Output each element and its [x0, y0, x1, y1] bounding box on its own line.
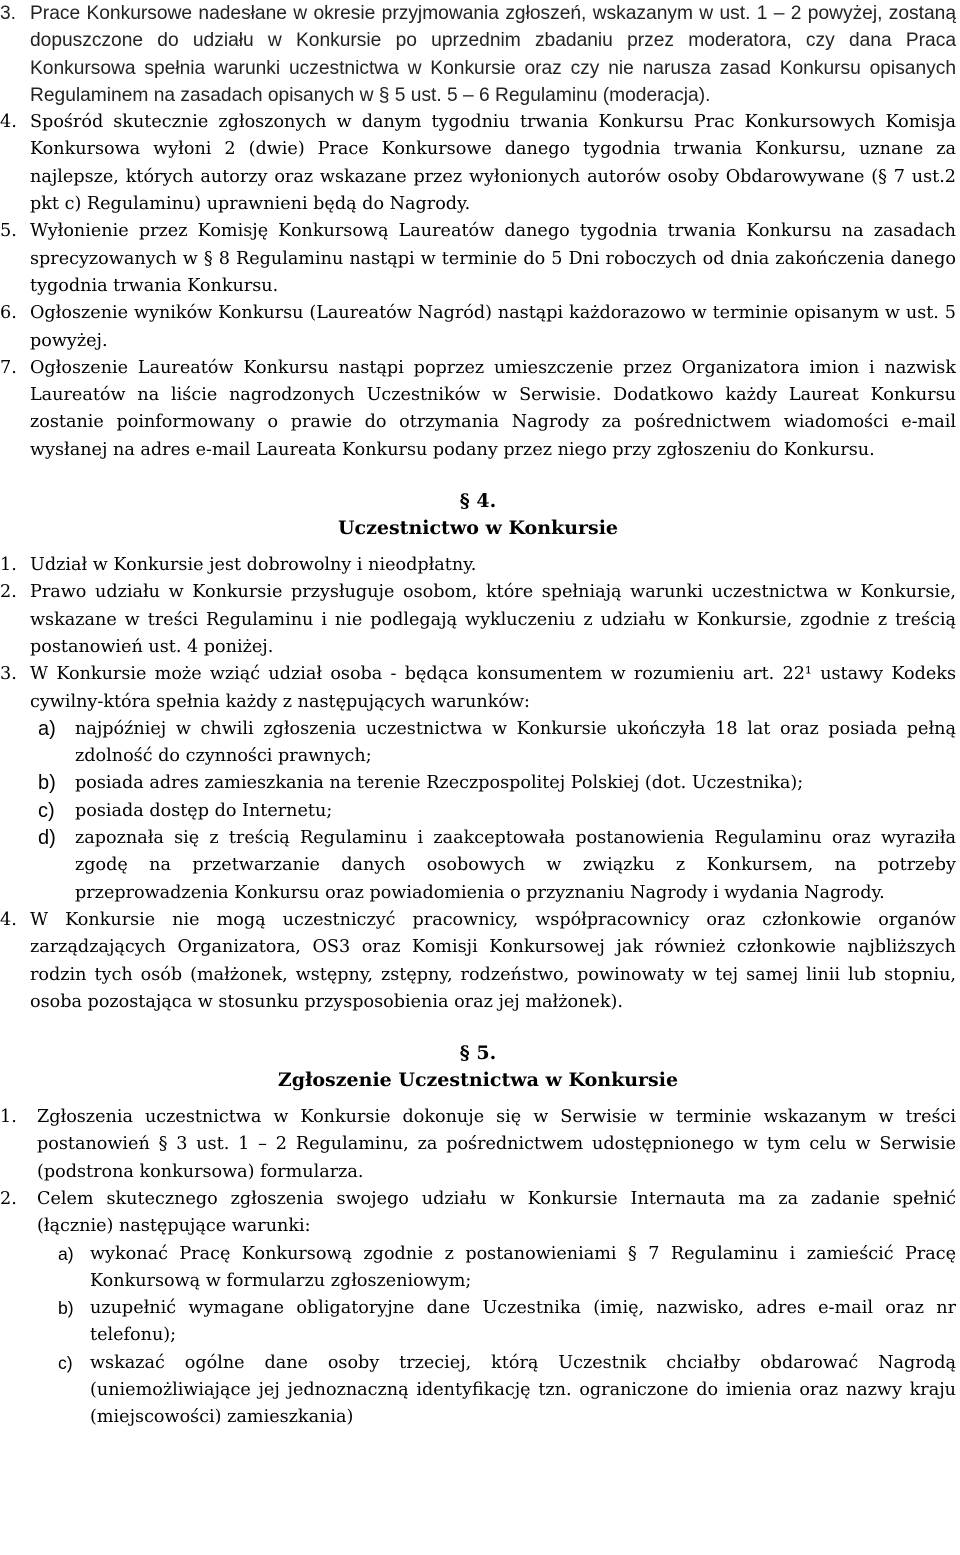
list-item — [0, 552, 956, 579]
condition-item — [0, 825, 956, 907]
list-item — [0, 218, 956, 300]
condition-letter: c) — [38, 799, 55, 822]
section-title: Zgłoszenie Uczestnictwa w Konkursie — [277, 1069, 679, 1092]
item-number: 5. — [0, 221, 17, 242]
item-number: 2. — [0, 582, 17, 603]
item-number: 6. — [0, 303, 17, 324]
item-text: Spośród skutecznie zgłoszonych w danym tygodniu trwania Konkursu Prac Konkursowych Komisja Konkursowa wyłoni 2 (dwie) Prace Konkursowe danego tygodnia trwania Konkursu, uznane za najlepsze, których autorzy oraz wskazane przez wyłonionych autorów osoby Obdarowywane (§ 7 ust.2 pkt c) Regulaminu) uprawnieni będą do Nagrody. — [30, 112, 956, 215]
item-number: 2. — [0, 1188, 17, 1209]
item-text: Ogłoszenie Laureatów Konkursu nastąpi poprzez umieszczenie przez Organizatora imion i nazwisk Laureatów na liście nagrodzonych Uczestników w Serwisie. Dodatkowo każdy Laureat Konkursu zostanie poinformowany o prawie do otrzymania Nagrody za pośrednictwem wiadomości e-mail wysłanej na adres e-mail Laureata Konkursu podany przez niego przy zgłoszeniu do Konkursu. — [30, 357, 956, 460]
condition-item — [0, 770, 956, 797]
condition-text: wykonać Pracę Konkursową zgodnie z postanowieniami § 7 Regulaminu i zamieścić Pracę Konkursową w formularzu zgłoszeniowym; — [90, 1243, 956, 1291]
item-text: Prawo udziału w Konkursie przysługuje osobom, które spełniają warunki uczestnictwa w Konkursie, wskazane w treści Regulaminu i nie podlegają wykluczeniu z udziału w Konkursie, zgodnie z treścią postanowień ust. 4 poniżej. — [30, 582, 956, 657]
section-number: § 5. — [459, 1042, 497, 1065]
item-text: W Konkursie może wziąć udział osoba - będąca konsumentem w rozumieniu art. 22¹ ustawy Kodeks cywilny-która spełnia każdy z następujących warunków: — [30, 664, 956, 712]
item-number: 4. — [0, 909, 17, 930]
section-number: § 4. — [459, 490, 497, 513]
section-3-tail — [0, 0, 956, 464]
list-item — [0, 300, 956, 355]
section-title: Uczestnictwo w Konkursie — [337, 517, 619, 540]
item-text: Wyłonienie przez Komisję Konkursową Laureatów danego tygodnia trwania Konkursu na zasadach sprecyzowanych w § 8 Regulaminu nastąpi w terminie do 5 Dni roboczych od dnia zakończenia danego tygodnia trwania Konkursu. — [30, 221, 956, 296]
section-4 — [0, 488, 956, 1016]
section-5 — [0, 1040, 956, 1432]
condition-item — [0, 1350, 956, 1432]
item-number: 7. — [0, 357, 17, 378]
condition-text: posiada adres zamieszkania na terenie Rzeczpospolitej Polskiej (dot. Uczestnika); — [75, 773, 804, 794]
item-number: 3. — [0, 664, 17, 685]
item-text: Prace Konkursowe nadesłane w okresie przyjmowania zgłoszeń, wskazanym w ust. 1 – 2 powyżej, zostaną dopuszczone do udziału w Konkursie po uprzednim zbadaniu przez moderatora, czy dana Praca Konkursowa spełnia warunki uczestnictwa w Konkursie oraz czy nie narusza zasad Konkursu opisanych Regulaminem na zasadach opisanych w § 5 ust. 5 – 6 Regulaminu (moderacja). — [30, 3, 956, 106]
condition-letter: b) — [58, 1298, 74, 1319]
condition-letter: d) — [38, 827, 56, 850]
item-number: 3. — [0, 3, 17, 24]
list-item — [0, 0, 956, 109]
item-text: Zgłoszenia uczestnictwa w Konkursie dokonuje się w Serwisie w terminie wskazanym w treści postanowień § 3 ust. 1 – 2 Regulaminu, za pośrednictwem udostępnionego w tym celu w Serwisie (podstrona konkursowa) formularza. — [37, 1107, 956, 1182]
item-text: Udział w Konkursie jest dobrowolny i nieodpłatny. — [30, 555, 477, 576]
list-item — [0, 355, 956, 464]
condition-text: wskazać ogólne dane osoby trzeciej, którą Uczestnik chciałby obdarować Nagrodą (uniemożliwiające jej jednoznaczną identyfikację tzn. ograniczone do imienia oraz nazwy kraju (miejscowości) zamieszkania) — [90, 1352, 956, 1428]
item-number: 1. — [0, 555, 17, 576]
list-item — [0, 109, 956, 218]
condition-letter: b) — [38, 772, 56, 795]
list-item — [0, 1104, 956, 1186]
condition-item — [0, 798, 956, 825]
condition-letter: a) — [38, 717, 56, 740]
condition-text: posiada dostęp do Internetu; — [75, 800, 333, 821]
condition-text: uzupełnić wymagane obligatoryjne dane Uczestnika (imię, nazwisko, adres e-mail oraz nr telefonu); — [90, 1298, 956, 1346]
condition-text: zapoznała się z treścią Regulaminu i zaakceptowała postanowienia Regulaminu oraz wyraziła zgodę na przetwarzanie danych osobowych w związku z Konkursem, na potrzeby przeprowadzenia Konkursu oraz powiadomienia o przyznaniu Nagrody i wydania Nagrody. — [75, 828, 956, 903]
condition-text: najpóźniej w chwili zgłoszenia uczestnictwa w Konkursie ukończyła 18 lat oraz posiada pełną zdolność do czynności prawnych; — [75, 718, 956, 767]
condition-item — [0, 1295, 956, 1350]
list-item — [0, 1186, 956, 1241]
condition-item — [0, 1241, 956, 1296]
condition-letter: a) — [58, 1243, 74, 1264]
condition-letter: c) — [58, 1352, 73, 1373]
item-number: 4. — [0, 112, 17, 133]
condition-item — [0, 716, 956, 771]
list-item — [0, 907, 956, 1016]
list-item — [0, 661, 956, 716]
item-text: Celem skutecznego zgłoszenia swojego udziału w Konkursie Internauta ma za zadanie spełnić (łącznie) następujące warunki: — [37, 1188, 956, 1237]
item-number: 1. — [0, 1107, 17, 1128]
item-text: W Konkursie nie mogą uczestniczyć pracownicy, współpracownicy oraz członkowie organów zarządzających Organizatora, OS3 oraz Komisji Konkursowej jak również członkowie najbliższych rodzin tych osób (małżonek, wstępny, zstępny, rodzeństwo, powinowaty w tej samej linii lub stopniu, osoba pozostająca w stosunku przysposobienia oraz jej małżonek). — [30, 909, 956, 1012]
list-item — [0, 579, 956, 661]
item-text: Ogłoszenie wyników Konkursu (Laureatów Nagród) nastąpi każdorazowo w terminie opisanym w ust. 5 powyżej. — [30, 303, 956, 351]
